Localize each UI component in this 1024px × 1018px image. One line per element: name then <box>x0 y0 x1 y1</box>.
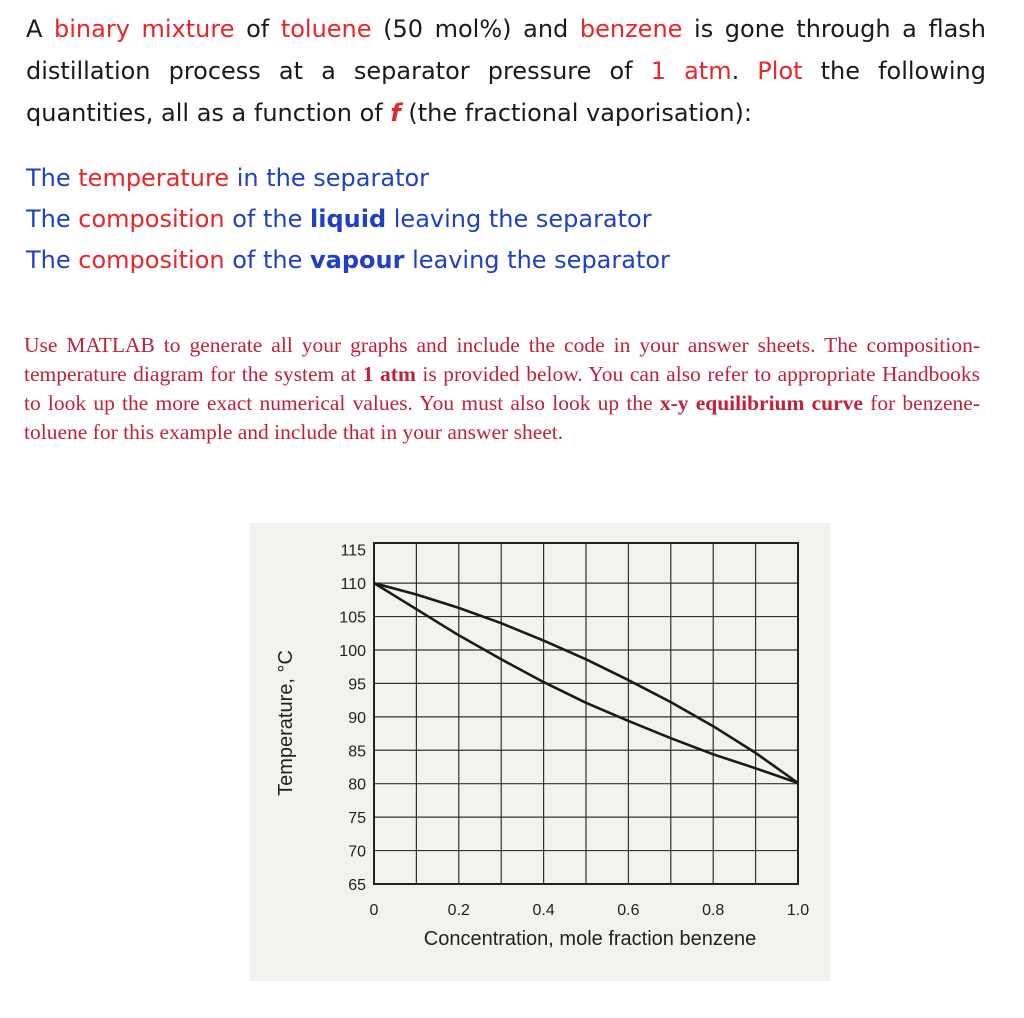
y-tick-label: 80 <box>348 776 366 794</box>
x-tick-label: 0.8 <box>702 902 725 919</box>
highlight-plot: Plot <box>757 57 803 85</box>
instructions-paragraph: Use MATLAB to generate all your graphs and include the code in your answer sheets. The composition-temperature diagram for the system at 1 atm is provided below. You can also refer to appropriate Handbooks to look up the more exact numerical values. You must also look up the x-y equilibrium curve for benzene-toluene for this example and include that in your answer sheet. <box>24 333 981 444</box>
variable-f: f <box>390 99 401 127</box>
y-tick-label: 65 <box>348 877 366 894</box>
y-tick-label: 90 <box>348 709 366 727</box>
txy-diagram <box>250 523 830 981</box>
y-tick-label: 115 <box>340 542 366 560</box>
task-item: The composition of the vapour leaving the separator <box>26 246 670 274</box>
y-tick-label: 105 <box>339 609 366 627</box>
problem-statement: A binary mixture of toluene (50 mol%) and benzene is gone through a flash distillation process at a separator pressure of 1 atm. Plot the following quantities, all as a function of f (the fractional vaporisation): <box>26 15 987 127</box>
x-tick-label: 0 <box>369 902 379 919</box>
highlight-pressure: 1 atm <box>650 57 732 85</box>
y-tick-label: 70 <box>348 843 366 861</box>
x-tick-label: 0.6 <box>617 902 640 919</box>
x-tick-label: 1.0 <box>786 902 810 919</box>
highlight-toluene: toluene <box>280 15 372 43</box>
y-tick-label: 110 <box>340 576 366 594</box>
x-axis-label: Concentration, mole fraction benzene <box>423 928 757 950</box>
y-tick-label: 85 <box>348 743 366 761</box>
y-tick-labels <box>339 543 366 894</box>
y-tick-label: 75 <box>348 810 366 828</box>
phase-diagram-photo <box>250 523 830 981</box>
task-item: The composition of the liquid leaving the separator <box>26 205 652 233</box>
x-tick-labels <box>370 902 810 919</box>
y-tick-label: 100 <box>339 642 366 660</box>
x-tick-label: 0.4 <box>532 902 555 919</box>
chart-grid <box>374 543 798 884</box>
task-list <box>26 158 670 281</box>
y-axis-label: Temperature, °C <box>275 650 297 796</box>
highlight-benzene: benzene <box>579 15 683 43</box>
task-item: The temperature in the separator <box>26 164 430 192</box>
highlight-binary-mixture: binary mixture <box>54 15 235 43</box>
x-tick-label: 0.2 <box>447 902 470 919</box>
y-tick-label: 95 <box>348 676 366 694</box>
